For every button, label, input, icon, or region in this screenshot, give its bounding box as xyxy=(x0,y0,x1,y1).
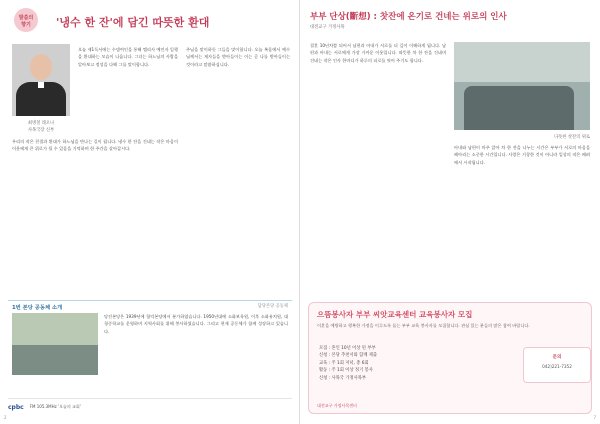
parish-intro-box xyxy=(8,300,292,397)
cpbc-logo: cpbc xyxy=(8,403,24,411)
article-subtitle: 대전교구 가정사목 xyxy=(310,25,345,30)
article-column-1 xyxy=(78,46,178,68)
tea-photo xyxy=(454,42,590,130)
recruit-list xyxy=(319,345,519,382)
section-badge xyxy=(10,6,42,36)
face-shape xyxy=(30,54,52,80)
article-text: 결혼 10년차쯤 되어서 남편과 아내가 서로를 더 깊이 이해하게 됩니다. 남편과 아내는 서로에게 가장 가까운 이웃입니다. 따뜻한 차 한 잔을 건네며 건네는 작은 인사 한마디가 하루의 피로를 씻어 주기도 합니다. xyxy=(310,43,446,63)
recruit-footer: 대전교구 가정사목센터 xyxy=(317,403,357,408)
article-column-3 xyxy=(12,138,178,153)
photo-subject-shape xyxy=(464,86,574,130)
article-text: 오늘 제1독서에는 수넴여인을 통해 엘리사 예언자 일행을 환대하는 모습이 나옵니다. 그녀는 하느님의 사람을 알아보고 정성을 다해 그를 맞이합니다. xyxy=(78,47,178,67)
parish-box-title: 1번 본당 공동체 소개 xyxy=(12,305,63,311)
list-item: 교육 : 주 1회 저녁, 총 6회 xyxy=(319,360,369,366)
contact-title: 문의 xyxy=(552,355,562,360)
article-text: 주님을 맞이하듯 그들을 맞이합니다. 오늘 복음에서 예수님께서는 제자들을 받아들이는 이는 곧 나를 받아들이는 것이라고 말씀하십니다. xyxy=(186,47,290,67)
volunteer-recruit-box xyxy=(308,302,592,414)
parish-photo xyxy=(12,313,98,375)
article-title: '냉수 한 잔'에 담긴 따뜻한 환대 xyxy=(56,16,210,29)
left-header xyxy=(10,6,290,40)
badge-line2: 향기 xyxy=(21,22,31,28)
article-title: 부부 단상(斷想) : 찻잔에 온기로 건네는 위로의 인사 xyxy=(310,12,507,22)
left-footer xyxy=(8,398,292,415)
right-header xyxy=(310,8,592,36)
contact-phone: 042)221-7352 xyxy=(542,364,572,369)
article-column-1 xyxy=(310,42,446,64)
photo-caption: 다뜻한 찻잔의 위로 xyxy=(554,135,590,140)
recruit-title: 으뜸봉사자 부부 씨앗교육센터 교육봉사자 모집 xyxy=(317,310,473,319)
parish-box-label: 담당본당 공동체 xyxy=(257,304,288,309)
article-text: 아내와 남편이 마주 앉아 차 한 잔을 나누는 시간은 부부가 서로의 마음을 헤아리는 소중한 시간입니다. 사랑은 거창한 것이 아니라 일상의 작은 배려에서 시작됩니다. xyxy=(454,145,590,165)
photo-background-shape xyxy=(454,42,590,82)
priest-photo xyxy=(12,44,70,116)
page-number: 2 xyxy=(4,415,7,420)
page-number: 7 xyxy=(593,415,596,420)
article-column-2 xyxy=(454,144,590,166)
article-text: 우리의 작은 친절과 환대가 하느님을 만나는 길이 됩니다. 냉수 한 잔을 건네는 작은 마음이 이웃에게 큰 위로가 될 수 있음을 기억하며 한 주간을 살아갑시다. xyxy=(12,139,178,152)
collar-shape xyxy=(38,82,44,88)
parish-text-block xyxy=(104,313,288,335)
photo-caption-role: 사목국장 신부 xyxy=(27,128,55,133)
list-item: 신청 : 본당 추천서와 함께 제출 xyxy=(319,353,378,359)
list-item: 신청 : 사목국 가정사목부 xyxy=(319,375,367,381)
right-page xyxy=(300,0,600,424)
group-shape xyxy=(12,345,98,375)
contact-box xyxy=(523,347,591,383)
badge-line1: 말씀의 xyxy=(18,15,34,21)
footer-text: FM 105.3MHz '오늘의 교회' xyxy=(29,404,81,409)
list-item: 활동 : 주 1회 이상 정기 봉사 xyxy=(319,368,373,374)
list-item: 모집 : 혼인 10년 이상 된 부부 xyxy=(319,346,376,351)
recruit-intro: 이혼을 예방하고 행복한 가정을 이루도록 돕는 부부 교육 봉사자를 모집합니다. 관심 있는 분들의 많은 참여 바랍니다. xyxy=(317,323,530,328)
parish-text: 당진본당은 1939년에 합덕본당에서 분가하였습니다. 1950년대에 소화보육원, 이후 소화유치원, 대청중학교를 운영하며 지역사회를 위해 봉사하였습니다. 그리고 현재 공동체가 함께 성장하고 있습니다. xyxy=(104,314,288,334)
photo-caption-name: 최병철 레오나 xyxy=(27,121,55,126)
article-column-2 xyxy=(186,46,290,68)
